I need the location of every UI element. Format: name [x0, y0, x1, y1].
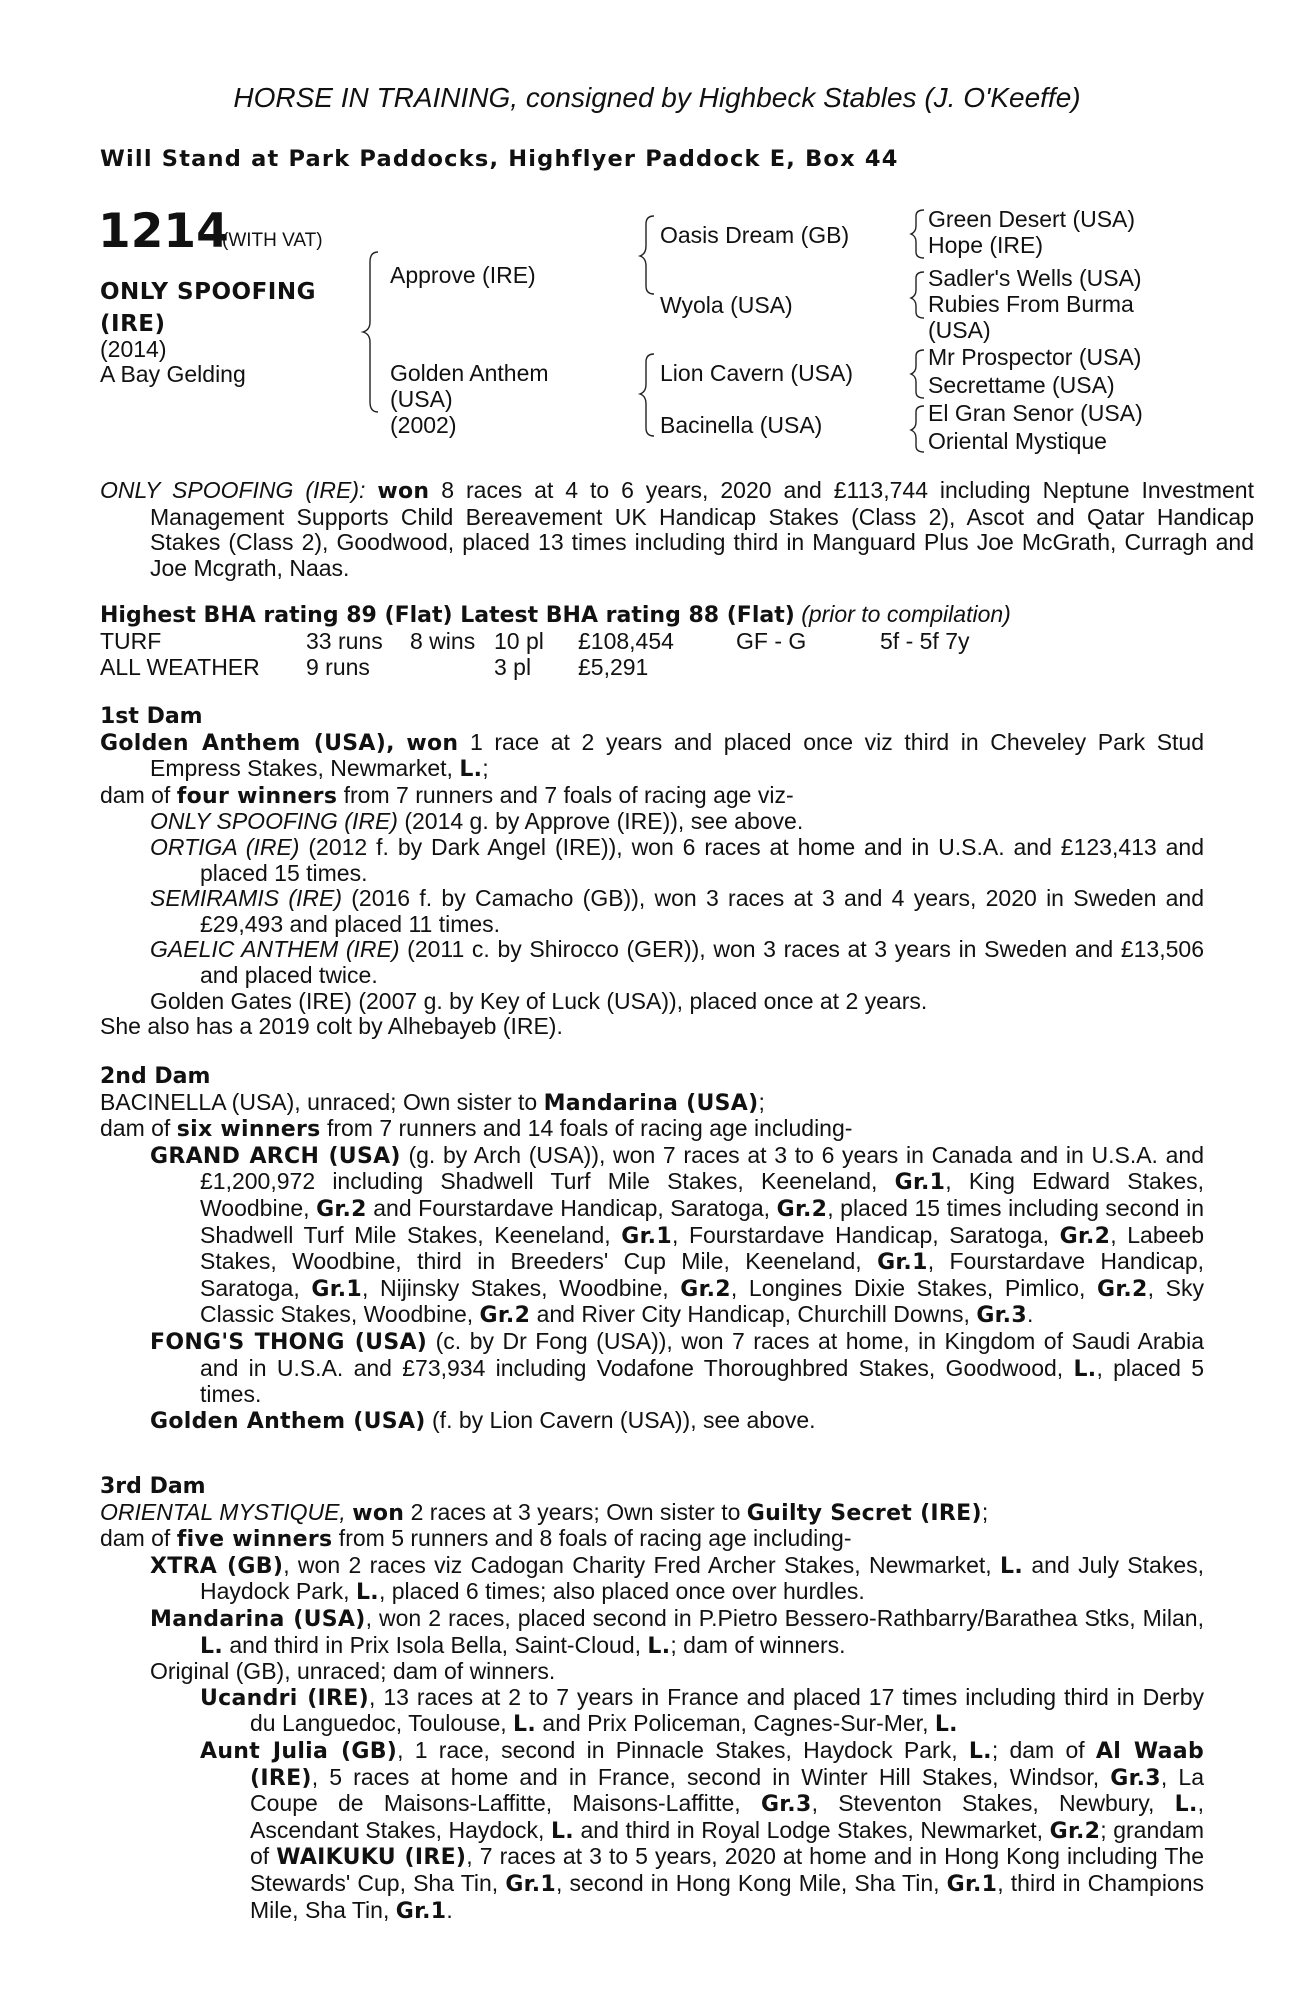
produce-name: GAELIC ANTHEM (IRE) — [150, 936, 400, 963]
produce-name: WAIKUKU (IRE) — [276, 1845, 467, 1871]
dam-of-winners: five winners — [176, 1527, 333, 1553]
produce-text: , 1 race, second in Pinnacle Stakes, Haydock Park, — [397, 1736, 969, 1763]
produce-text: , Steventon Stakes, Newbury, — [811, 1790, 1175, 1817]
produce-item: Golden Gates (IRE) (2007 g. by Key of Luck (USA)), placed once at 2 years. — [150, 987, 928, 1014]
produce-text: ; dam of — [991, 1736, 1096, 1763]
grade-mark: Gr.1 — [311, 1276, 362, 1302]
record-prize: £108,454 — [578, 628, 674, 654]
listed-mark: L. — [459, 757, 483, 783]
produce-text: (2011 c. by Shirocco (GER)), won 3 races at 3 years in Sweden and £13,506 and placed twice. — [200, 936, 1204, 988]
location-header: Will Stand at Park Paddocks, Highflyer Paddock E, Box 44 — [100, 146, 899, 172]
listed-mark: L. — [550, 1818, 574, 1844]
produce-item: Original (GB), unraced; dam of winners. — [150, 1658, 556, 1685]
produce-text: (f. by Lion Cavern (USA)), see above. — [425, 1406, 816, 1433]
first-dam-intro — [100, 730, 1204, 783]
pedigree-dam-line3: (2002) — [390, 412, 457, 438]
grade-mark: Gr.1 — [505, 1871, 556, 1897]
dam-of-suffix: from 7 runners and 7 foals of racing age viz- — [337, 781, 794, 808]
brace-sire — [640, 216, 654, 294]
second-dam-intro-end: ; — [758, 1088, 765, 1115]
third-dam-produce-summary — [100, 1526, 1204, 1553]
produce-text: (g. by Arch (USA)), won 7 races at 3 to 6 years in Canada and in U.S.A. and £1,200,972 including Shadwell Turf Mile Stakes, Keeneland, — [200, 1141, 1205, 1195]
produce-name: Golden Anthem (USA) — [150, 1408, 426, 1434]
lot-number: 1214 — [98, 204, 229, 259]
brace-dam — [640, 354, 654, 436]
first-dam-section — [100, 704, 1204, 1040]
listed-mark: L. — [1073, 1356, 1097, 1382]
third-dam-name: ORIENTAL MYSTIQUE, — [100, 1498, 346, 1525]
produce-item — [150, 886, 1204, 937]
produce-name: ORTIGA (IRE) — [150, 833, 300, 860]
produce-text: (2016 f. by Camacho (GB)), won 3 races at 3 and 4 years, 2020 in Sweden and £29,493 and placed 11 times. — [200, 885, 1204, 937]
produce-name: Al Waab (IRE) — [250, 1738, 1204, 1791]
produce-item — [150, 1606, 1204, 1659]
second-dam-intro-text: BACINELLA (USA), unraced; Own sister to — [100, 1088, 544, 1115]
pedigree-g4-line2: (USA) — [928, 317, 991, 343]
produce-name: Mandarina (USA) — [150, 1606, 366, 1632]
produce-text: and Fourstardave Handicap, Saratoga, — [366, 1194, 777, 1221]
record-going: GF - G — [736, 628, 807, 654]
third-dam-sister: Guilty Secret (IRE) — [746, 1500, 982, 1526]
produce-name: ONLY SPOOFING (IRE) — [150, 808, 398, 835]
dam-of-prefix: dam of — [100, 1525, 177, 1552]
pedigree-g8: Oriental Mystique — [928, 428, 1107, 454]
pedigree-sire: Approve (IRE) — [390, 262, 536, 288]
produce-text: . — [1026, 1301, 1034, 1328]
grade-mark: Gr.1 — [894, 1170, 946, 1196]
produce-text: , King Edward Stakes, Woodbine, — [200, 1168, 1204, 1221]
produce-item — [150, 835, 1204, 886]
produce-name: Ucandri (IRE) — [200, 1685, 369, 1711]
pedigree-g1: Green Desert (USA) — [928, 206, 1136, 232]
listed-mark: L. — [1000, 1553, 1024, 1579]
listed-mark: L. — [934, 1712, 958, 1738]
third-dam-section — [100, 1474, 1204, 1924]
produce-item — [200, 1738, 1204, 1924]
produce-text: ; grandam of — [250, 1816, 1205, 1870]
pedigree-g2: Hope (IRE) — [928, 232, 1044, 258]
first-dam-also: She also has a 2019 colt by Alhebayeb (IRE). — [100, 1013, 563, 1040]
produce-text: , won 2 races, placed second in P.Pietro Bessero-Rathbarry/Barathea Stks, Milan, — [365, 1604, 1204, 1631]
brace-g1 — [911, 210, 924, 258]
produce-item — [150, 1408, 1204, 1435]
record-placed: 10 pl — [494, 628, 544, 654]
grade-mark: Gr.3 — [1110, 1765, 1161, 1791]
horse-name-line1: ONLY SPOOFING — [100, 279, 316, 305]
pedigree-g3: Sadler's Wells (USA) — [928, 265, 1142, 291]
race-summary — [100, 478, 1254, 581]
produce-text: , 5 races at home and in France, second in Winter Hill Stakes, Windsor, — [311, 1763, 1111, 1790]
dam-of-prefix: dam of — [100, 781, 177, 808]
produce-text: , second in Hong Kong Mile, Sha Tin, — [555, 1869, 947, 1896]
second-dam-produce-summary — [100, 1116, 1204, 1143]
pedigree-g5: Mr Prospector (USA) — [928, 344, 1142, 370]
ratings-line — [100, 602, 1204, 629]
third-dam-intro-end: ; — [981, 1498, 989, 1525]
record-wins: 8 wins — [410, 628, 476, 654]
second-dam-intro — [100, 1090, 1204, 1117]
first-dam-won: won — [406, 730, 459, 756]
record-prize: £5,291 — [578, 654, 649, 680]
grade-mark: Gr.2 — [1097, 1276, 1148, 1302]
produce-text: (c. by Dr Fong (USA)), won 7 races at home, in Kingdom of Saudi Arabia and in U.S.A. and £73,934 including Vodafone Thoroughbred Stakes, Goodwood, — [200, 1327, 1205, 1381]
horse-description: A Bay Gelding — [100, 361, 246, 387]
produce-name: XTRA (GB) — [150, 1553, 284, 1579]
grade-mark: Gr.2 — [479, 1303, 531, 1329]
produce-text: , 7 races at 3 to 5 years, 2020 at home and in Hong Kong including The Stewards' Cup, Sha Tin, — [250, 1843, 1204, 1896]
grade-mark: Gr.2 — [316, 1196, 367, 1222]
summary-horse-name: ONLY SPOOFING (IRE): — [100, 477, 366, 503]
produce-text: ; dam of winners. — [670, 1631, 846, 1658]
grade-mark: Gr.1 — [621, 1223, 672, 1249]
pedigree-sire-dam: Wyola (USA) — [660, 292, 793, 318]
record-distance: 5f - 5f 7y — [880, 628, 970, 654]
grade-mark: Gr.2 — [1059, 1223, 1111, 1249]
listed-mark: L. — [200, 1633, 223, 1659]
produce-text: , La Coupe de Maisons-Laffitte, Maisons-Laffitte, — [250, 1763, 1204, 1817]
produce-text: (2012 f. by Dark Angel (IRE)), won 6 races at home and in U.S.A. and £123,413 and placed 15 times. — [200, 833, 1205, 886]
produce-text: , Fourstardave Handicap, Saratoga, — [200, 1248, 1204, 1301]
pedigree-g4-line1: Rubies From Burma — [928, 291, 1134, 317]
produce-text: , placed 15 times including second in Shadwell Turf Mile Stakes, Keeneland, — [200, 1194, 1204, 1248]
pedigree-sire-sire: Oasis Dream (GB) — [660, 222, 850, 248]
second-dam-section — [100, 1064, 1204, 1434]
first-dam-produce-summary — [100, 783, 1204, 810]
produce-text: and third in Prix Isola Bella, Saint-Cloud, — [222, 1631, 648, 1658]
pedigree-dam-line1: Golden Anthem — [390, 360, 549, 386]
third-dam-won: won — [352, 1500, 405, 1526]
produce-item — [200, 1685, 1204, 1738]
produce-text: , Longines Dixie Stakes, Pimlico, — [730, 1274, 1098, 1301]
second-dam-heading: 2nd Dam — [100, 1064, 211, 1089]
grade-mark: Gr.1 — [877, 1250, 928, 1276]
first-dam-name: Golden Anthem (USA), — [100, 730, 395, 756]
produce-text: , Ascendant Stakes, Haydock, — [250, 1790, 1204, 1843]
produce-text: , won 2 races viz Cadogan Charity Fred Archer Stakes, Newmarket, — [283, 1551, 1001, 1578]
record-surface: TURF — [100, 628, 162, 654]
dam-of-prefix: dam of — [100, 1115, 177, 1142]
record-runs: 9 runs — [306, 654, 370, 680]
grade-mark: Gr.2 — [1049, 1818, 1101, 1844]
dam-of-suffix: from 7 runners and 14 foals of racing age including- — [320, 1115, 853, 1142]
pedigree-g7: El Gran Senor (USA) — [928, 400, 1143, 426]
produce-name: FONG'S THONG (USA) — [150, 1329, 428, 1355]
produce-name: GRAND ARCH (USA) — [150, 1143, 401, 1169]
pedigree-dam-sire: Lion Cavern (USA) — [660, 360, 854, 386]
horse-year: (2014) — [100, 336, 167, 362]
produce-text: , placed 5 times. — [200, 1354, 1204, 1408]
produce-text: (2014 g. by Approve (IRE)), see above. — [397, 808, 804, 835]
lot-vat: (WITH VAT) — [222, 230, 323, 251]
pedigree-dam-line2: (USA) — [390, 386, 453, 412]
dam-of-suffix: from 5 runners and 8 foals of racing age including- — [332, 1525, 852, 1552]
third-dam-heading: 3rd Dam — [100, 1474, 206, 1499]
pedigree-dam-dam: Bacinella (USA) — [660, 412, 823, 438]
record-placed: 3 pl — [494, 654, 532, 680]
produce-item — [150, 937, 1204, 988]
grade-mark: Gr.3 — [760, 1792, 812, 1818]
ratings-highest: Highest BHA rating 89 (Flat) Latest BHA rating 88 (Flat) — [100, 603, 795, 628]
listed-mark: L. — [355, 1580, 379, 1606]
horse-name-line2: (IRE) — [100, 311, 166, 337]
summary-won: won — [377, 479, 430, 504]
produce-item — [150, 1553, 1204, 1606]
brace-g4 — [911, 406, 924, 452]
produce-text: , Nijinsky Stakes, Woodbine, — [361, 1274, 681, 1301]
summary-text: 8 races at 4 to 6 years, 2020 and £113,744 including Neptune Investment Management Supports Child Bereavement UK Handicap Stakes (Class 2), Ascot and Qatar Handicap Stakes (Class 2), Goodwood, placed 13 times including third in Manguard Plus Joe McGrath, Curragh and Joe Mcgrath, Naas. — [150, 477, 1254, 581]
pedigree-g6: Secrettame (USA) — [928, 372, 1115, 398]
grade-mark: Gr.3 — [976, 1303, 1027, 1329]
produce-text: , Labeeb Stakes, Woodbine, third in Breeders' Cup Mile, Keeneland, — [200, 1221, 1205, 1275]
produce-text: and Prix Policeman, Cagnes-Sur-Mer, — [536, 1710, 935, 1737]
listed-mark: L. — [968, 1738, 992, 1764]
first-dam-intro-end: ; — [482, 755, 489, 782]
produce-text: and third in Royal Lodge Stakes, Newmarket, — [573, 1816, 1050, 1843]
produce-text: , placed 6 times; also placed once over hurdles. — [378, 1578, 865, 1605]
listed-mark: L. — [513, 1712, 537, 1738]
grade-mark: Gr.2 — [776, 1196, 828, 1222]
record-surface: ALL WEATHER — [100, 654, 260, 680]
brace-g2 — [911, 272, 924, 318]
second-dam-sister: Mandarina (USA) — [543, 1090, 759, 1116]
grade-mark: Gr.1 — [395, 1898, 447, 1924]
produce-item — [150, 809, 1204, 835]
third-dam-intro-text: 2 races at 3 years; Own sister to — [404, 1498, 747, 1525]
produce-name: Aunt Julia (GB) — [200, 1738, 398, 1764]
produce-text: , 13 races at 2 to 7 years in France and placed 17 times including third in Derby du Languedoc, Toulouse, — [250, 1683, 1204, 1737]
listed-mark: L. — [647, 1633, 671, 1659]
listed-mark: L. — [1174, 1792, 1198, 1818]
grade-mark: Gr.2 — [680, 1276, 731, 1302]
first-dam-heading: 1st Dam — [100, 704, 203, 729]
consignment-header: HORSE IN TRAINING, consigned by Highbeck Stables (J. O'Keeffe) — [233, 82, 1081, 113]
grade-mark: Gr.1 — [946, 1871, 998, 1897]
ratings-note: (prior to compilation) — [801, 601, 1011, 627]
produce-text: and July Stakes, Haydock Park, — [200, 1551, 1205, 1605]
produce-text: . — [446, 1896, 453, 1923]
first-dam-intro-text: 1 race at 2 years and placed once viz third in Cheveley Park Stud Empress Stakes, Newmarket, — [150, 728, 1205, 782]
brace-sire-dam — [363, 252, 378, 412]
produce-item — [150, 1143, 1204, 1329]
produce-text: , Fourstardave Handicap, Saratoga, — [671, 1221, 1060, 1248]
dam-of-winners: four winners — [176, 783, 338, 809]
produce-text: , Sky Classic Stakes, Woodbine, — [200, 1274, 1204, 1328]
produce-name: SEMIRAMIS (IRE) — [150, 885, 342, 912]
dam-of-winners: six winners — [176, 1117, 321, 1143]
produce-item — [150, 1329, 1204, 1408]
produce-text: and River City Handicap, Churchill Downs, — [530, 1301, 977, 1328]
produce-text: , third in Champions Mile, Sha Tin, — [250, 1869, 1205, 1923]
record-runs: 33 runs — [306, 628, 383, 654]
brace-g3 — [911, 350, 924, 398]
third-dam-intro — [100, 1500, 1204, 1527]
